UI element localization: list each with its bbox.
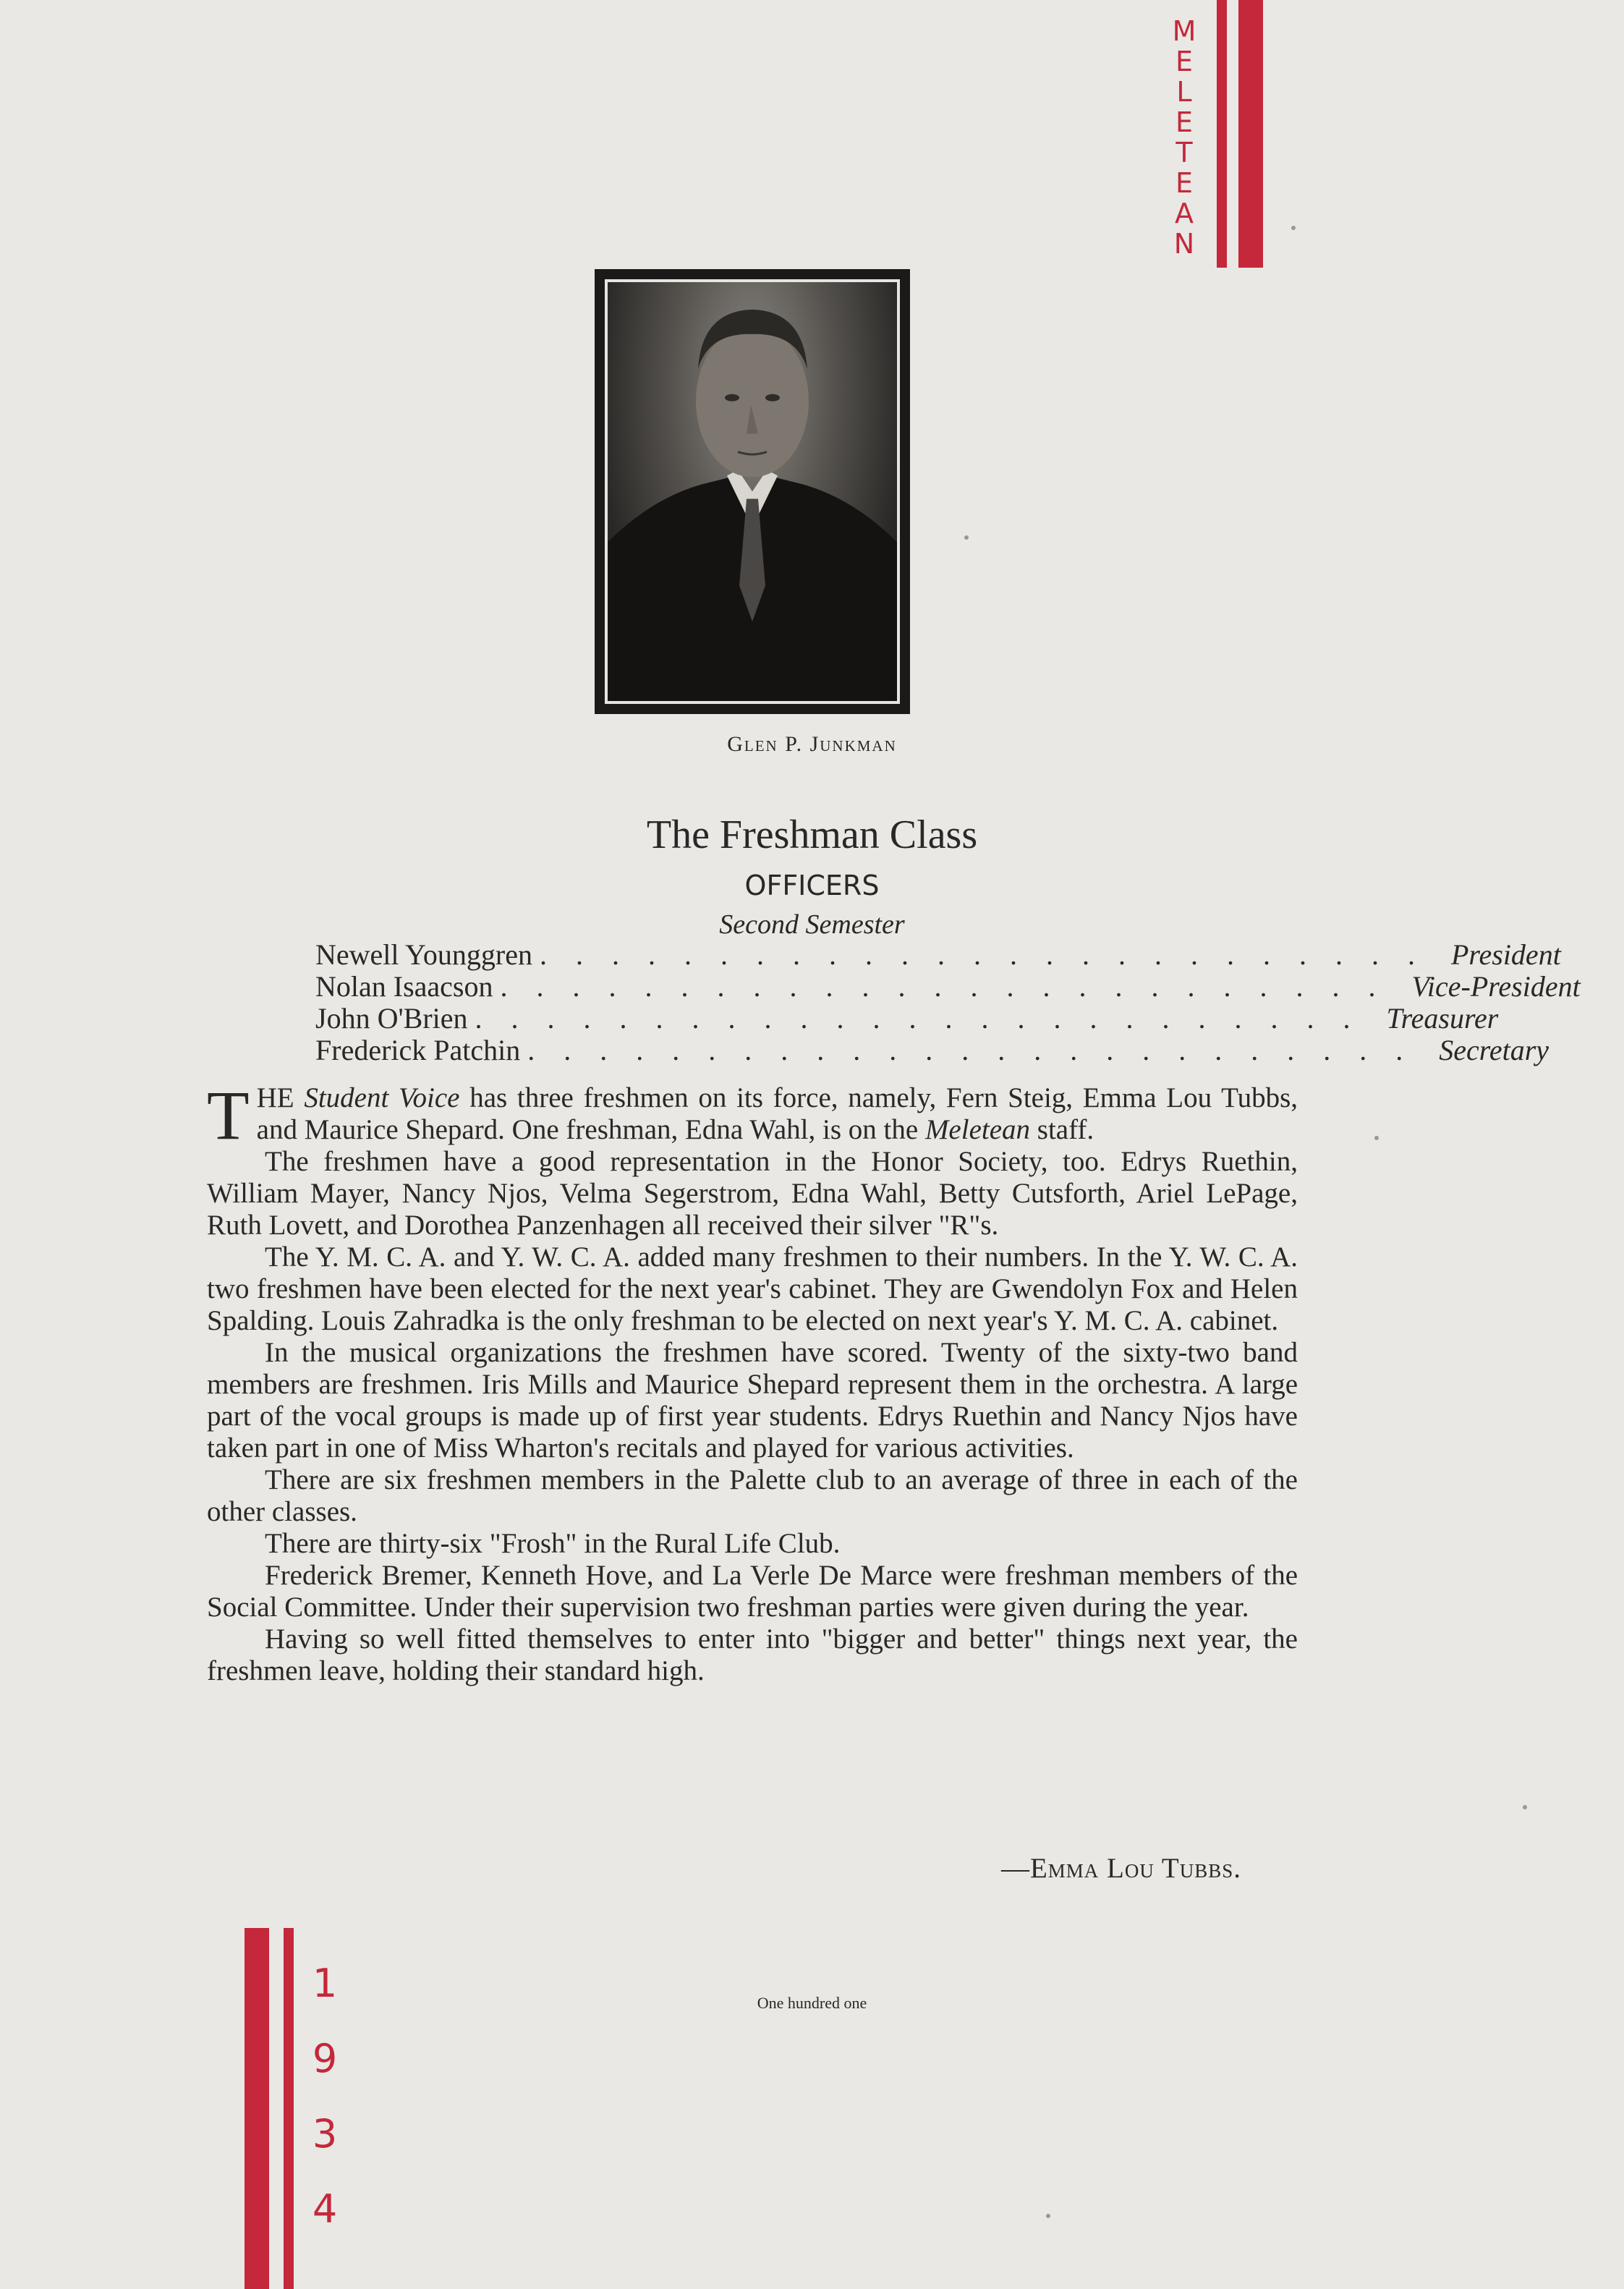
title-letter: E bbox=[1175, 46, 1193, 77]
red-bar-thin bbox=[284, 1928, 294, 2289]
paragraph: The Y. M. C. A. and Y. W. C. A. added many freshmen to their numbers. In the Y. W. C. A. two freshmen have been elected for the next year's cabinet. They are Gwendolyn Fox and Helen Spalding. Louis Zahradka is the only freshman to be elected on next year's Y. M. C. A. cabinet. bbox=[207, 1241, 1298, 1336]
portrait-photo bbox=[595, 269, 910, 714]
page-number: One hundred one bbox=[757, 1994, 867, 2012]
officer-name: Newell Younggren bbox=[315, 938, 532, 971]
title-letter: E bbox=[1175, 167, 1193, 199]
year-digit: 1 bbox=[312, 1961, 338, 2006]
paper-speck bbox=[1374, 1136, 1379, 1140]
title-letter: M bbox=[1172, 15, 1196, 47]
officer-row bbox=[315, 1002, 1499, 1035]
officer-role: Secretary bbox=[1439, 1034, 1549, 1066]
vertical-title bbox=[1166, 16, 1202, 259]
text-run: staff. bbox=[1030, 1114, 1094, 1145]
officer-row bbox=[315, 938, 1561, 971]
year-digit: 4 bbox=[312, 2186, 338, 2232]
red-bar-thick bbox=[245, 1928, 269, 2289]
paragraph: The freshmen have a good representation in the Honor Society, too. Edrys Ruethin, William Mayer, Nancy Njos, Velma Segerstrom, Edna Wahl, Betty Cutsforth, Ariel LePage, Ruth Lovett, and Dorothea Panzenhagen all received their silver "R"s. bbox=[207, 1146, 1298, 1241]
top-red-bars bbox=[1217, 0, 1267, 268]
paragraph: There are thirty-six "Frosh" in the Rural Life Club. bbox=[265, 1528, 841, 1559]
title-letter: A bbox=[1175, 198, 1194, 229]
bottom-red-bars bbox=[245, 1928, 302, 2289]
page-title: The Freshman Class bbox=[646, 812, 978, 857]
officer-name: John O'Brien bbox=[315, 1002, 468, 1035]
portrait-caption: Glen P. Junkman bbox=[727, 732, 897, 756]
officer-role: President bbox=[1450, 938, 1561, 971]
red-bar-thick bbox=[1238, 0, 1263, 268]
paragraph: There are six freshmen members in the Palette club to an average of three in each of the other classes. bbox=[207, 1464, 1298, 1527]
leader-dots: ......................... bbox=[500, 970, 1405, 1003]
red-bar-thin bbox=[1217, 0, 1227, 268]
paper-speck bbox=[1523, 1805, 1527, 1809]
author-signature: —Emma Lou Tubbs. bbox=[1000, 1853, 1241, 1884]
officer-name: Frederick Patchin bbox=[315, 1034, 521, 1066]
year-digit: 3 bbox=[312, 2111, 338, 2157]
text-run: has three freshmen on its force, namely, Fern Steig, Emma Lou Tubbs, and Maurice Shepard. One freshman, Edna Wahl, is on the bbox=[256, 1082, 1298, 1145]
drop-cap: T bbox=[207, 1076, 250, 1154]
officers-heading: OFFICERS bbox=[744, 870, 880, 901]
title-letter: T bbox=[1176, 137, 1193, 169]
officer-name: Nolan Isaacson bbox=[315, 970, 493, 1003]
paper-speck bbox=[964, 535, 969, 540]
semester-label: Second Semester bbox=[719, 909, 905, 940]
officer-role: Treasurer bbox=[1386, 1002, 1499, 1035]
year-digit: 9 bbox=[312, 2036, 338, 2081]
paragraph: Having so well fitted themselves to enter into "bigger and better" things next year, the freshmen leave, holding their standard high. bbox=[207, 1623, 1298, 1686]
officers-list bbox=[315, 938, 1581, 1066]
article-body bbox=[207, 1076, 1298, 1687]
paragraph: In the musical organizations the freshmen have scored. Twenty of the sixty-two band members are freshmen. Iris Mills and Maurice Shepard represent them in the orchestra. A large part of the vocal groups is made up of first year students. Edrys Ruethin and Nancy Njos have taken part in one of Miss Wharton's recitals and played for various activities. bbox=[207, 1337, 1298, 1464]
paragraph: Frederick Bremer, Kenneth Hove, and La Verle De Marce were freshman members of the Social Committee. Under their supervision two freshman parties were given during the year. bbox=[207, 1560, 1298, 1623]
officer-row bbox=[315, 1034, 1549, 1066]
text-run: HE bbox=[256, 1082, 305, 1113]
portrait-image bbox=[605, 279, 900, 704]
title-letter: N bbox=[1173, 228, 1195, 260]
paragraph bbox=[207, 1076, 1298, 1154]
italic-title: Student Voice bbox=[304, 1082, 460, 1113]
paper-speck bbox=[1046, 2214, 1050, 2218]
title-letter: L bbox=[1176, 76, 1192, 108]
vertical-year bbox=[307, 1946, 343, 2247]
leader-dots: ......................... bbox=[475, 1002, 1379, 1035]
leader-dots: ......................... bbox=[527, 1034, 1432, 1066]
paper-speck bbox=[1291, 226, 1296, 230]
officer-row bbox=[315, 970, 1581, 1003]
portrait-silhouette bbox=[608, 282, 897, 701]
officer-role: Vice-President bbox=[1411, 970, 1581, 1003]
title-letter: E bbox=[1175, 106, 1193, 138]
leader-dots: ......................... bbox=[539, 938, 1444, 971]
italic-title: Meletean bbox=[924, 1114, 1031, 1145]
